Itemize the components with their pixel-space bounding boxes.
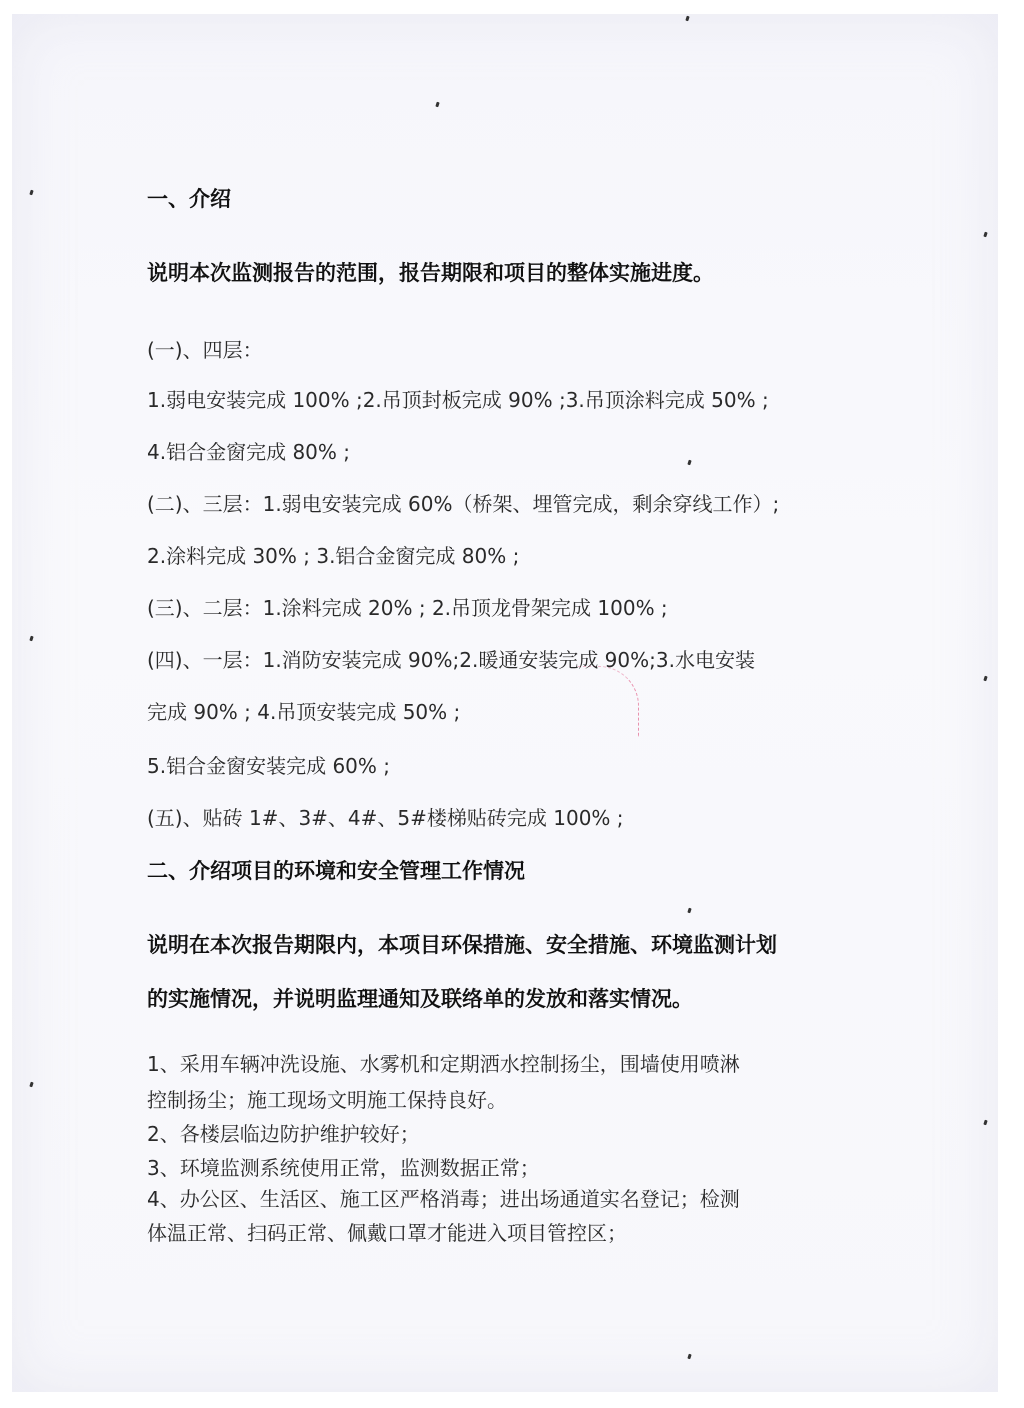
progress-line: 4.铝合金窗完成 80% ; [147, 440, 350, 464]
scan-speck [687, 460, 691, 466]
scan-speck [29, 1082, 33, 1088]
scan-speck [687, 1354, 691, 1360]
measure-line: 1、采用车辆冲洗设施、水雾机和定期洒水控制扬尘，围墙使用喷淋 [147, 1052, 740, 1076]
measure-line: 2、各楼层临边防护维护较好； [147, 1122, 420, 1146]
section1-heading: 一、介绍 [147, 187, 231, 211]
scan-speck [685, 16, 689, 22]
section2-heading: 二、介绍项目的环境和安全管理工作情况 [147, 859, 525, 883]
progress-line: 2.涂料完成 30% ; 3.铝合金窗完成 80% ; [147, 544, 520, 568]
progress-line: 5.铝合金窗安装完成 60% ; [147, 754, 390, 778]
scan-speck [687, 908, 691, 914]
progress-line: (三)、二层：1.涂料完成 20% ; 2.吊顶龙骨架完成 100% ; [147, 596, 668, 620]
scan-speck [435, 102, 439, 108]
progress-line: (二)、三层：1.弱电安装完成 60%（桥架、埋管完成，剩余穿线工作）; [147, 492, 780, 516]
measure-line: 3、环境监测系统使用正常，监测数据正常； [147, 1156, 540, 1180]
ink-mark [578, 666, 639, 737]
measure-line: 4、办公区、生活区、施工区严格消毒；进出场通道实名登记；检测 [147, 1187, 740, 1211]
measure-line: 体温正常、扫码正常、佩戴口罩才能进入项目管控区； [147, 1221, 627, 1245]
section1-description: 说明本次监测报告的范围，报告期限和项目的整体实施进度。 [147, 261, 714, 285]
scan-speck [983, 232, 987, 238]
progress-line: 完成 90% ; 4.吊顶安装完成 50% ; [147, 700, 461, 724]
progress-line: (五)、贴砖 1#、3#、4#、5#楼梯贴砖完成 100% ; [147, 806, 624, 830]
progress-line: (一)、四层： [147, 338, 263, 362]
scan-speck [29, 190, 33, 196]
scan-speck [29, 636, 33, 642]
scan-speck [983, 676, 987, 682]
section2-description-line: 说明在本次报告期限内，本项目环保措施、安全措施、环境监测计划 [147, 933, 777, 957]
measure-line: 控制扬尘；施工现场文明施工保持良好。 [147, 1088, 507, 1112]
progress-line: (四)、一层：1.消防安装完成 90%;2.暖通安装完成 90%;3.水电安装 [147, 648, 755, 672]
scan-speck [983, 1120, 987, 1126]
progress-line: 1.弱电安装完成 100% ;2.吊顶封板完成 90% ;3.吊顶涂料完成 50% ; [147, 388, 769, 412]
section2-description-line: 的实施情况，并说明监理通知及联络单的发放和落实情况。 [147, 987, 693, 1011]
